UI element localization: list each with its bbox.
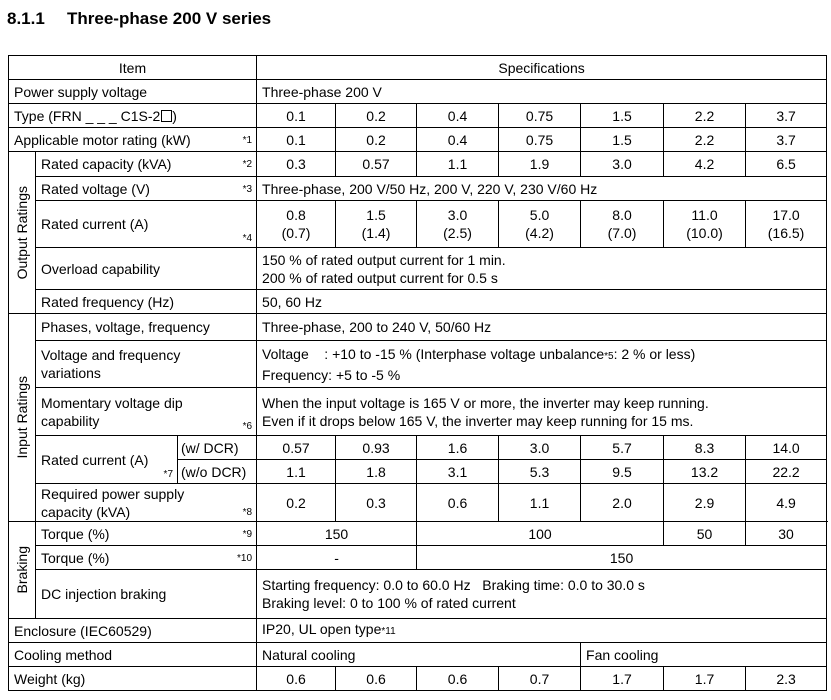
row-overload [9,248,827,290]
rated-voltage-label-text: Rated voltage (V) [41,180,150,197]
dcr-value: 3.0 [499,436,581,460]
row-torque-1 [9,522,827,546]
torque-2-value: 150 [417,546,827,570]
rated-capacity-value: 6.5 [746,152,827,177]
current-value-alt: (2.5) [443,225,472,241]
rated-current-input-label-text: Rated current (A) [41,451,149,468]
nodcr-value: 22.2 [746,460,827,484]
footnote-4: *4 [242,233,253,244]
dc-braking-label: DC injection braking [36,570,257,619]
rated-current-output-value [336,201,417,248]
row-phases [9,314,827,341]
nodcr-value: 1.8 [336,460,417,484]
torque-2-label [36,546,257,570]
dcr-value: 5.7 [581,436,664,460]
row-variations [9,341,827,388]
motor-rating-value: 3.7 [746,128,827,152]
type-value: 0.1 [257,104,336,128]
weight-value: 0.7 [499,667,581,691]
nodcr-value: 9.5 [581,460,664,484]
rated-current-input-label [36,436,178,484]
power-supply-label: Power supply voltage [9,80,257,104]
dcr-value: 8.3 [664,436,746,460]
footnote-6: *6 [242,421,253,432]
current-value-alt: (10.0) [686,225,723,241]
cooling-fan: Fan cooling [581,643,827,667]
footnote-10: *10 [237,552,253,564]
row-required-power [9,484,827,522]
rated-capacity-value: 1.1 [417,152,499,177]
type-value: 0.4 [417,104,499,128]
current-value: 17.0 [772,207,800,223]
dc-braking-value [257,570,827,619]
type-label: Type (FRN _ _ _ C1S-2 ) [9,104,257,128]
input-ratings-section [9,314,36,522]
variations-line [262,345,821,366]
dcr-value: 1.6 [417,436,499,460]
overload-line: 200 % of rated output current for 0.5 s [262,269,498,286]
motor-rating-value: 1.5 [581,128,664,152]
current-value: 8.0 [612,207,632,223]
row-rated-voltage [9,177,827,201]
dc-braking-line: Starting frequency: 0.0 to 60.0 Hz Braking time: 0.0 to 30.0 s [262,577,645,593]
nodcr-label: (w/o DCR) [178,460,257,484]
row-rated-current-output [9,201,827,248]
header-spec: Specifications [257,56,827,80]
section-title-text: Three-phase 200 V series [67,9,272,28]
weight-value: 0.6 [336,667,417,691]
braking-label: Braking [14,546,30,594]
rated-current-output-value [581,201,664,248]
row-weight [9,667,827,691]
rated-current-output-label-text: Rated current (A) [41,216,149,232]
required-power-value: 2.0 [581,484,664,522]
weight-value: 1.7 [664,667,746,691]
current-value: 11.0 [691,207,718,223]
required-power-value: 4.9 [746,484,827,522]
row-rated-capacity [9,152,827,177]
cooling-label: Cooling method [9,643,257,667]
current-value-alt: (16.5) [767,225,805,241]
nodcr-value: 13.2 [664,460,746,484]
footnote-7: *7 [163,469,173,480]
motor-rating-value: 0.4 [417,128,499,152]
weight-value: 0.6 [417,667,499,691]
overload-label: Overload capability [36,248,257,290]
footnote-1: *1 [242,134,253,146]
header-item: Item [9,56,257,80]
rated-frequency-label: Rated frequency (Hz) [36,290,257,314]
torque-1-label [36,522,257,546]
current-value-alt: (1.4) [361,225,391,241]
voltage-dip-label-line: Momentary voltage dip [41,394,183,411]
required-power-value: 2.9 [664,484,746,522]
row-dc-braking [9,570,827,619]
row-rated-current-input-dcr [9,436,827,460]
dcr-value: 14.0 [746,436,827,460]
braking-section [9,522,36,619]
dcr-label: (w/ DCR) [178,436,257,460]
weight-value: 2.3 [746,667,827,691]
power-supply-value: Three-phase 200 V [257,80,827,104]
current-value: 5.0 [529,207,550,223]
required-power-label-line: capacity (kVA) [41,503,131,520]
row-enclosure [9,619,827,643]
footnote-5: *5 [604,350,614,362]
type-label-text: Type (FRN _ _ _ C1S-2 [14,107,161,124]
rated-voltage-value: Three-phase, 200 V/50 Hz, 200 V, 220 V, 230 V/60 Hz [257,177,827,201]
row-motor-rating [9,128,827,152]
type-value: 2.2 [664,104,746,128]
nodcr-value: 1.1 [257,460,336,484]
required-power-label [36,484,257,522]
variations-label-line: variations [41,365,101,381]
rated-voltage-label [36,177,257,201]
variations-value [257,341,827,388]
footnote-8: *8 [242,507,253,518]
type-value: 3.7 [746,104,827,128]
rated-current-output-value [664,201,746,248]
motor-rating-value: 2.2 [664,128,746,152]
voltage-dip-line: Even if it drops below 165 V, the inverter may keep running for 15 ms. [262,412,694,429]
rated-current-output-label [36,201,257,248]
voltage-dip-label-line: capability [41,412,100,429]
row-type [9,104,827,128]
enclosure-value [257,619,827,643]
footnote-9: *9 [242,528,253,540]
rated-current-output-value [417,201,499,248]
overload-line: 150 % of rated output current for 1 min. [262,251,506,268]
required-power-value: 0.3 [336,484,417,522]
row-power-supply [9,80,827,104]
motor-rating-value: 0.1 [257,128,336,152]
variations-label [36,341,257,388]
dcr-value: 0.93 [336,436,417,460]
row-torque-2 [9,546,827,570]
phases-label: Phases, voltage, frequency [36,314,257,341]
torque-1-value: 100 [417,522,664,546]
output-ratings-section [9,152,36,314]
phases-value: Three-phase, 200 to 240 V, 50/60 Hz [257,314,827,341]
dc-braking-line: Braking level: 0 to 100 % of rated current [262,595,516,611]
row-cooling [9,643,827,667]
rated-capacity-label [36,152,257,177]
rated-capacity-value: 1.9 [499,152,581,177]
row-voltage-dip [9,388,827,436]
current-value-alt: (7.0) [607,225,637,241]
section-number: 8.1.1 [7,9,45,28]
variations-line: Frequency: +5 to -5 % [262,366,401,383]
variations-voltage-text-end: : 2 % or less) [613,345,696,362]
rated-frequency-value: 50, 60 Hz [257,290,827,314]
header-row [9,56,827,80]
voltage-dip-line: When the input voltage is 165 V or more, the inverter may keep running. [262,394,709,411]
current-value-alt: (4.2) [525,225,554,241]
rated-current-output-value [746,201,827,248]
placeholder-box-icon [161,110,172,122]
torque-1-value: 30 [746,522,827,546]
rated-capacity-value: 3.0 [581,152,664,177]
input-ratings-label: Input Ratings [14,376,30,459]
current-value: 1.5 [366,207,386,223]
overload-value [257,248,827,290]
rated-capacity-value: 4.2 [664,152,746,177]
type-value: 0.2 [336,104,417,128]
torque-1-value: 50 [664,522,746,546]
weight-label: Weight (kg) [9,667,257,691]
current-value-alt: (0.7) [281,225,311,241]
spec-table [8,55,827,691]
variations-label-line: Voltage and frequency [41,347,181,363]
motor-rating-value: 0.2 [336,128,417,152]
motor-rating-label-text: Applicable motor rating (kW) [14,131,191,148]
rated-capacity-value: 0.3 [257,152,336,177]
footnote-11: *11 [381,626,396,637]
rated-capacity-value: 0.57 [336,152,417,177]
motor-rating-value: 0.75 [499,128,581,152]
footnote-3: *3 [242,183,253,195]
torque-2-label-text: Torque (%) [41,549,110,566]
required-power-value: 0.2 [257,484,336,522]
output-ratings-label: Output Ratings [14,185,30,280]
type-value: 0.75 [499,104,581,128]
weight-value: 1.7 [581,667,664,691]
section-title [7,9,271,29]
required-power-label-line: Required power supply [41,485,185,502]
row-rated-frequency [9,290,827,314]
nodcr-value: 5.3 [499,460,581,484]
current-value: 3.0 [447,207,468,223]
nodcr-value: 3.1 [417,460,499,484]
required-power-value: 0.6 [417,484,499,522]
enclosure-label: Enclosure (IEC60529) [9,619,257,643]
cooling-natural: Natural cooling [257,643,581,667]
torque-1-value: 150 [257,522,417,546]
required-power-value: 1.1 [499,484,581,522]
enclosure-value-text: IP20, UL open type [262,621,382,637]
rated-current-output-value [257,201,336,248]
current-value: 0.8 [286,207,306,223]
rated-capacity-label-text: Rated capacity (kVA) [41,156,172,172]
torque-2-value: - [257,546,417,570]
motor-rating-label [9,128,257,152]
voltage-dip-value [257,388,827,436]
footnote-2: *2 [242,159,253,170]
dcr-value: 0.57 [257,436,336,460]
weight-value: 0.6 [257,667,336,691]
variations-voltage-text: Voltage : +10 to -15 % (Interphase voltage unbalance [262,345,605,362]
rated-current-output-value [499,201,581,248]
type-value: 1.5 [581,104,664,128]
torque-1-label-text: Torque (%) [41,525,110,542]
voltage-dip-label [36,388,257,436]
